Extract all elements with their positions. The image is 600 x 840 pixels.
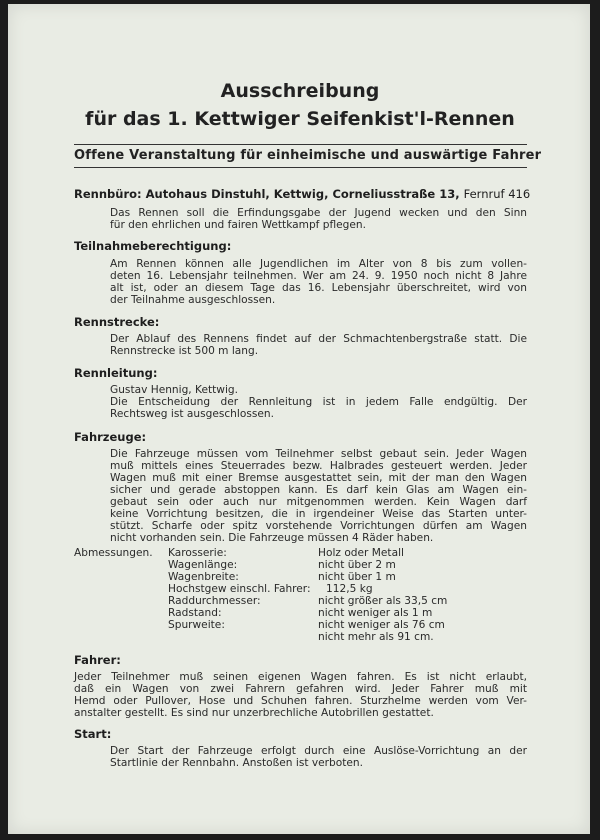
fahrer-line: daß ein Wagen von zwei Fahrern gefahren wird. Jeder Fahrer muß mit: [74, 683, 527, 695]
bottom-rule: [74, 167, 527, 168]
dimension-value: nicht größer als 33,5 cm: [318, 595, 448, 607]
rennbuero-heading: [74, 187, 530, 201]
start-line: Startlinie der Rennbahn. Anstoßen ist verboten.: [110, 757, 363, 769]
fahrzeuge-line: nicht vorhanden sein. Die Fahrzeuge müssen 4 Räder haben.: [110, 532, 434, 544]
abmessungen-heading: Abmessungen.: [74, 547, 153, 559]
rennbuero-heading-text: Rennbüro: Autohaus Dinstuhl, Kettwig, Corneliusstraße 13,: [74, 187, 460, 201]
rennstrecke-heading: Rennstrecke:: [74, 315, 160, 329]
dimension-label: Raddurchmesser:: [168, 595, 261, 607]
title-line-2: für das 1. Kettwiger Seifenkist'l-Rennen: [85, 108, 515, 130]
rennleitung-line: Die Entscheidung der Rennleitung ist in jedem Falle endgültig. Der: [110, 396, 527, 408]
rennbuero-line: Das Rennen soll die Erfindungsgabe der Jugend wecken und den Sinn: [110, 207, 527, 219]
dimension-label: Hochstgew einschl. Fahrer:: [168, 583, 311, 595]
fahrzeuge-line: Wagen muß mit einer Bremse ausgestattet sein, mit der man den Wagen: [110, 472, 527, 484]
teilnahme-heading: Teilnahmeberechtigung:: [74, 239, 232, 253]
fahrzeuge-line: Die Fahrzeuge müssen vom Teilnehmer selbst gebaut sein. Jeder Wagen: [110, 448, 527, 460]
fahrzeuge-line: stützt. Scharfe oder spitz vorstehende Vorrichtungen dürfen am Wagen: [110, 520, 527, 532]
rennleitung-heading: Rennleitung:: [74, 366, 158, 380]
title-line-1: Ausschreibung: [220, 80, 380, 102]
rennstrecke-line: Rennstrecke ist 500 m lang.: [110, 345, 259, 357]
dimension-label: Wagenlänge:: [168, 559, 238, 571]
rennbuero-line: für den ehrlichen und fairen Wettkampf pflegen.: [110, 219, 367, 231]
rennleitung-line: Rechtsweg ist ausgeschlossen.: [110, 408, 274, 420]
dimension-value: Holz oder Metall: [318, 547, 404, 559]
fahrzeuge-line: sicher und gerade abstoppen kann. Es darf kein Glas am Wagen ein-: [110, 484, 527, 496]
teilnahme-line: Am Rennen können alle Jugendlichen im Alter von 8 bis zum vollen-: [110, 258, 527, 270]
teilnahme-line: der Teilnahme ausgeschlossen.: [110, 294, 276, 306]
dimension-value: nicht weniger als 1 m: [318, 607, 433, 619]
dimension-label: Wagenbreite:: [168, 571, 239, 583]
dimension-value: nicht über 2 m: [318, 559, 396, 571]
fahrer-line: Jeder Teilnehmer muß seinen eigenen Wagen fahren. Es ist nicht erlaubt,: [74, 671, 527, 683]
start-line: Der Start der Fahrzeuge erfolgt durch eine Auslöse-Vorrichtung an der: [110, 745, 527, 757]
subtitle: Offene Veranstaltung für einheimische und auswärtige Fahrer: [74, 148, 542, 163]
teilnahme-line: alt ist, oder an diesem Tage das 16. Lebensjahr überschreitet, wird von: [110, 282, 527, 294]
dimension-value: nicht weniger als 76 cm: [318, 619, 445, 631]
top-rule: [74, 144, 527, 145]
dimension-label: Spurweite:: [168, 619, 225, 631]
rennstrecke-line: Der Ablauf des Rennens findet auf der Schmachtenbergstraße statt. Die: [110, 333, 527, 345]
dimension-label: Karosserie:: [168, 547, 227, 559]
fahrer-heading: Fahrer:: [74, 653, 121, 667]
fahrer-line: Hemd oder Pullover, Hose und Schuhen fahren. Sturzhelme werden vom Ver-: [74, 695, 527, 707]
dimension-value: 112,5 kg: [326, 583, 373, 595]
fahrzeuge-line: muß mittels eines Steuerrades bezw. Halbrades gesteuert werden. Jeder: [110, 460, 527, 472]
start-heading: Start:: [74, 727, 112, 741]
dimension-value: nicht mehr als 91 cm.: [318, 631, 434, 643]
fahrzeuge-heading: Fahrzeuge:: [74, 430, 147, 444]
dimension-label: Radstand:: [168, 607, 222, 619]
teilnahme-line: deten 16. Lebensjahr teilnehmen. Wer am 24. 9. 1950 noch nicht 8 Jahre: [110, 270, 527, 282]
dimension-value: nicht über 1 m: [318, 571, 396, 583]
fahrer-line: anstalter gestellt. Es sind nur unzerbrechliche Autobrillen gestattet.: [74, 707, 434, 719]
fahrzeuge-line: gebaut sein oder auch nur mitgenommen werden. Kein Wagen darf: [110, 496, 527, 508]
rennbuero-phone: Fernruf 416: [463, 187, 531, 201]
fahrzeuge-line: keine Vorrichtung besitzen, die in irgendeiner Weise das Starten unter-: [110, 508, 527, 520]
rennleitung-line: Gustav Hennig, Kettwig.: [110, 384, 238, 396]
